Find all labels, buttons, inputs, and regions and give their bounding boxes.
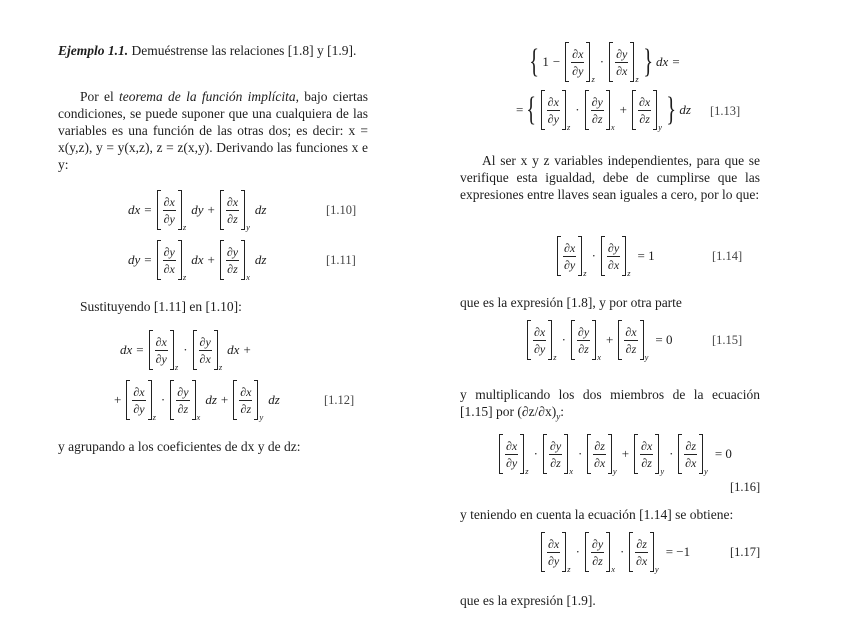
equation-number-1-15: [1.15]: [712, 333, 743, 347]
equation-number-1-11: [1.11]: [326, 253, 356, 267]
equation-1-13-line1: { 1 − $\frac{\partial x}{\partial y}$ z · $\frac{\partial y}{\partial x}$ z } dx =: [529, 43, 681, 84]
example-text: Demuéstrense las relaciones [1.8] y [1.9].: [128, 43, 357, 58]
grouping-text: y agrupando a los coeficientes de dx y de dz:: [58, 439, 301, 454]
substituting-text: Sustituyendo [1.11] en [1.10]:: [80, 299, 242, 314]
multiplying-text: y multiplicando los dos miembros de la ecuación [1.15] por $(\partial z/\partial x)_y$:: [460, 387, 760, 422]
example-title: Ejemplo 1.1.: [58, 43, 129, 58]
equation-1-15: $\frac{\partial x}{\partial y}$ z · $\frac{\partial y}{\partial z}$ x + $\frac{\partial x}{\partial z}$ y = 0: [526, 320, 672, 360]
equation-1-13-line2: = { $\frac{\partial x}{\partial y}$ z · $\frac{\partial y}{\partial z}$ x + $\frac{\partial x}{\partial z}$ y } dz: [516, 91, 691, 132]
equation-1-11: dy = $\frac{\partial y}{\partial x}$ z dx + $\frac{\partial y}{\partial z}$ x dz: [128, 240, 266, 280]
equation-number-1-16: [1.16]: [730, 480, 761, 494]
equation-number-1-14: [1.14]: [712, 249, 743, 263]
equation-number-1-17: [1.17]: [730, 545, 761, 559]
eq-lhs: dx: [128, 202, 141, 217]
partial-bracket: $\frac{\partial x}{\partial z}$ y: [220, 190, 250, 230]
example-heading: [58, 42, 368, 59]
equation-number-1-13: [1.13]: [710, 104, 741, 118]
equation-number-1-10: [1.10]: [326, 203, 357, 217]
equation-1-14: $\frac{\partial x}{\partial y}$ z · $\frac{\partial y}{\partial x}$ z = 1: [556, 236, 655, 276]
equation-number-1-12: [1.12]: [324, 393, 355, 407]
expression-1-8-text: que es la expresión [1.8], y por otra parte: [460, 295, 682, 310]
para1-start: Por el: [80, 89, 120, 104]
para1-emphasis: teorema de la función implícita: [119, 89, 296, 104]
para1-end: , bajo ciertas condiciones, se puede suponer que una cualquiera de las variables es una función de las otras dos; es decir: x = x(y,z), y = y(x,z), z = z(x,y). Derivando las funciones x e y:: [58, 89, 368, 172]
equation-1-12-line1: dx = $\frac{\partial x}{\partial y}$ z · $\frac{\partial y}{\partial x}$ z dx +: [120, 330, 251, 370]
paragraph-independent-variables: Al ser x y z variables independientes, para que se verifique esta igualdad, debe de cumplirse que las expresiones entre llaves sean iguales a cero, por lo que:: [460, 153, 760, 202]
equation-1-16: $\frac{\partial x}{\partial y}$ z · $\frac{\partial y}{\partial z}$ x · $\frac{\partial z}{\partial x}$ y + $\frac{\partial x}{\partial z}$ y · $\frac{\partial z}{\partial x}$ y = 0: [498, 434, 732, 474]
obtains-text: y teniendo en cuenta la ecuación [1.14] se obtiene:: [460, 507, 734, 522]
partial-bracket: $\frac{\partial x}{\partial y}$ z: [157, 190, 187, 230]
equation-1-10: dx = $\frac{\partial x}{\partial y}$ z dy + $\frac{\partial x}{\partial z}$ y dz: [128, 190, 266, 230]
equation-1-17: $\frac{\partial x}{\partial y}$ z · $\frac{\partial y}{\partial z}$ x · $\frac{\partial z}{\partial x}$ y = −1: [540, 532, 690, 572]
expression-1-9-text: que es la expresión [1.9].: [460, 593, 596, 608]
paragraph-implicit-function: [58, 88, 368, 173]
equation-1-12-line2: + $\frac{\partial x}{\partial y}$ z · $\frac{\partial y}{\partial z}$ x dz + $\frac{\partial x}{\partial z}$ y dz: [110, 380, 280, 420]
